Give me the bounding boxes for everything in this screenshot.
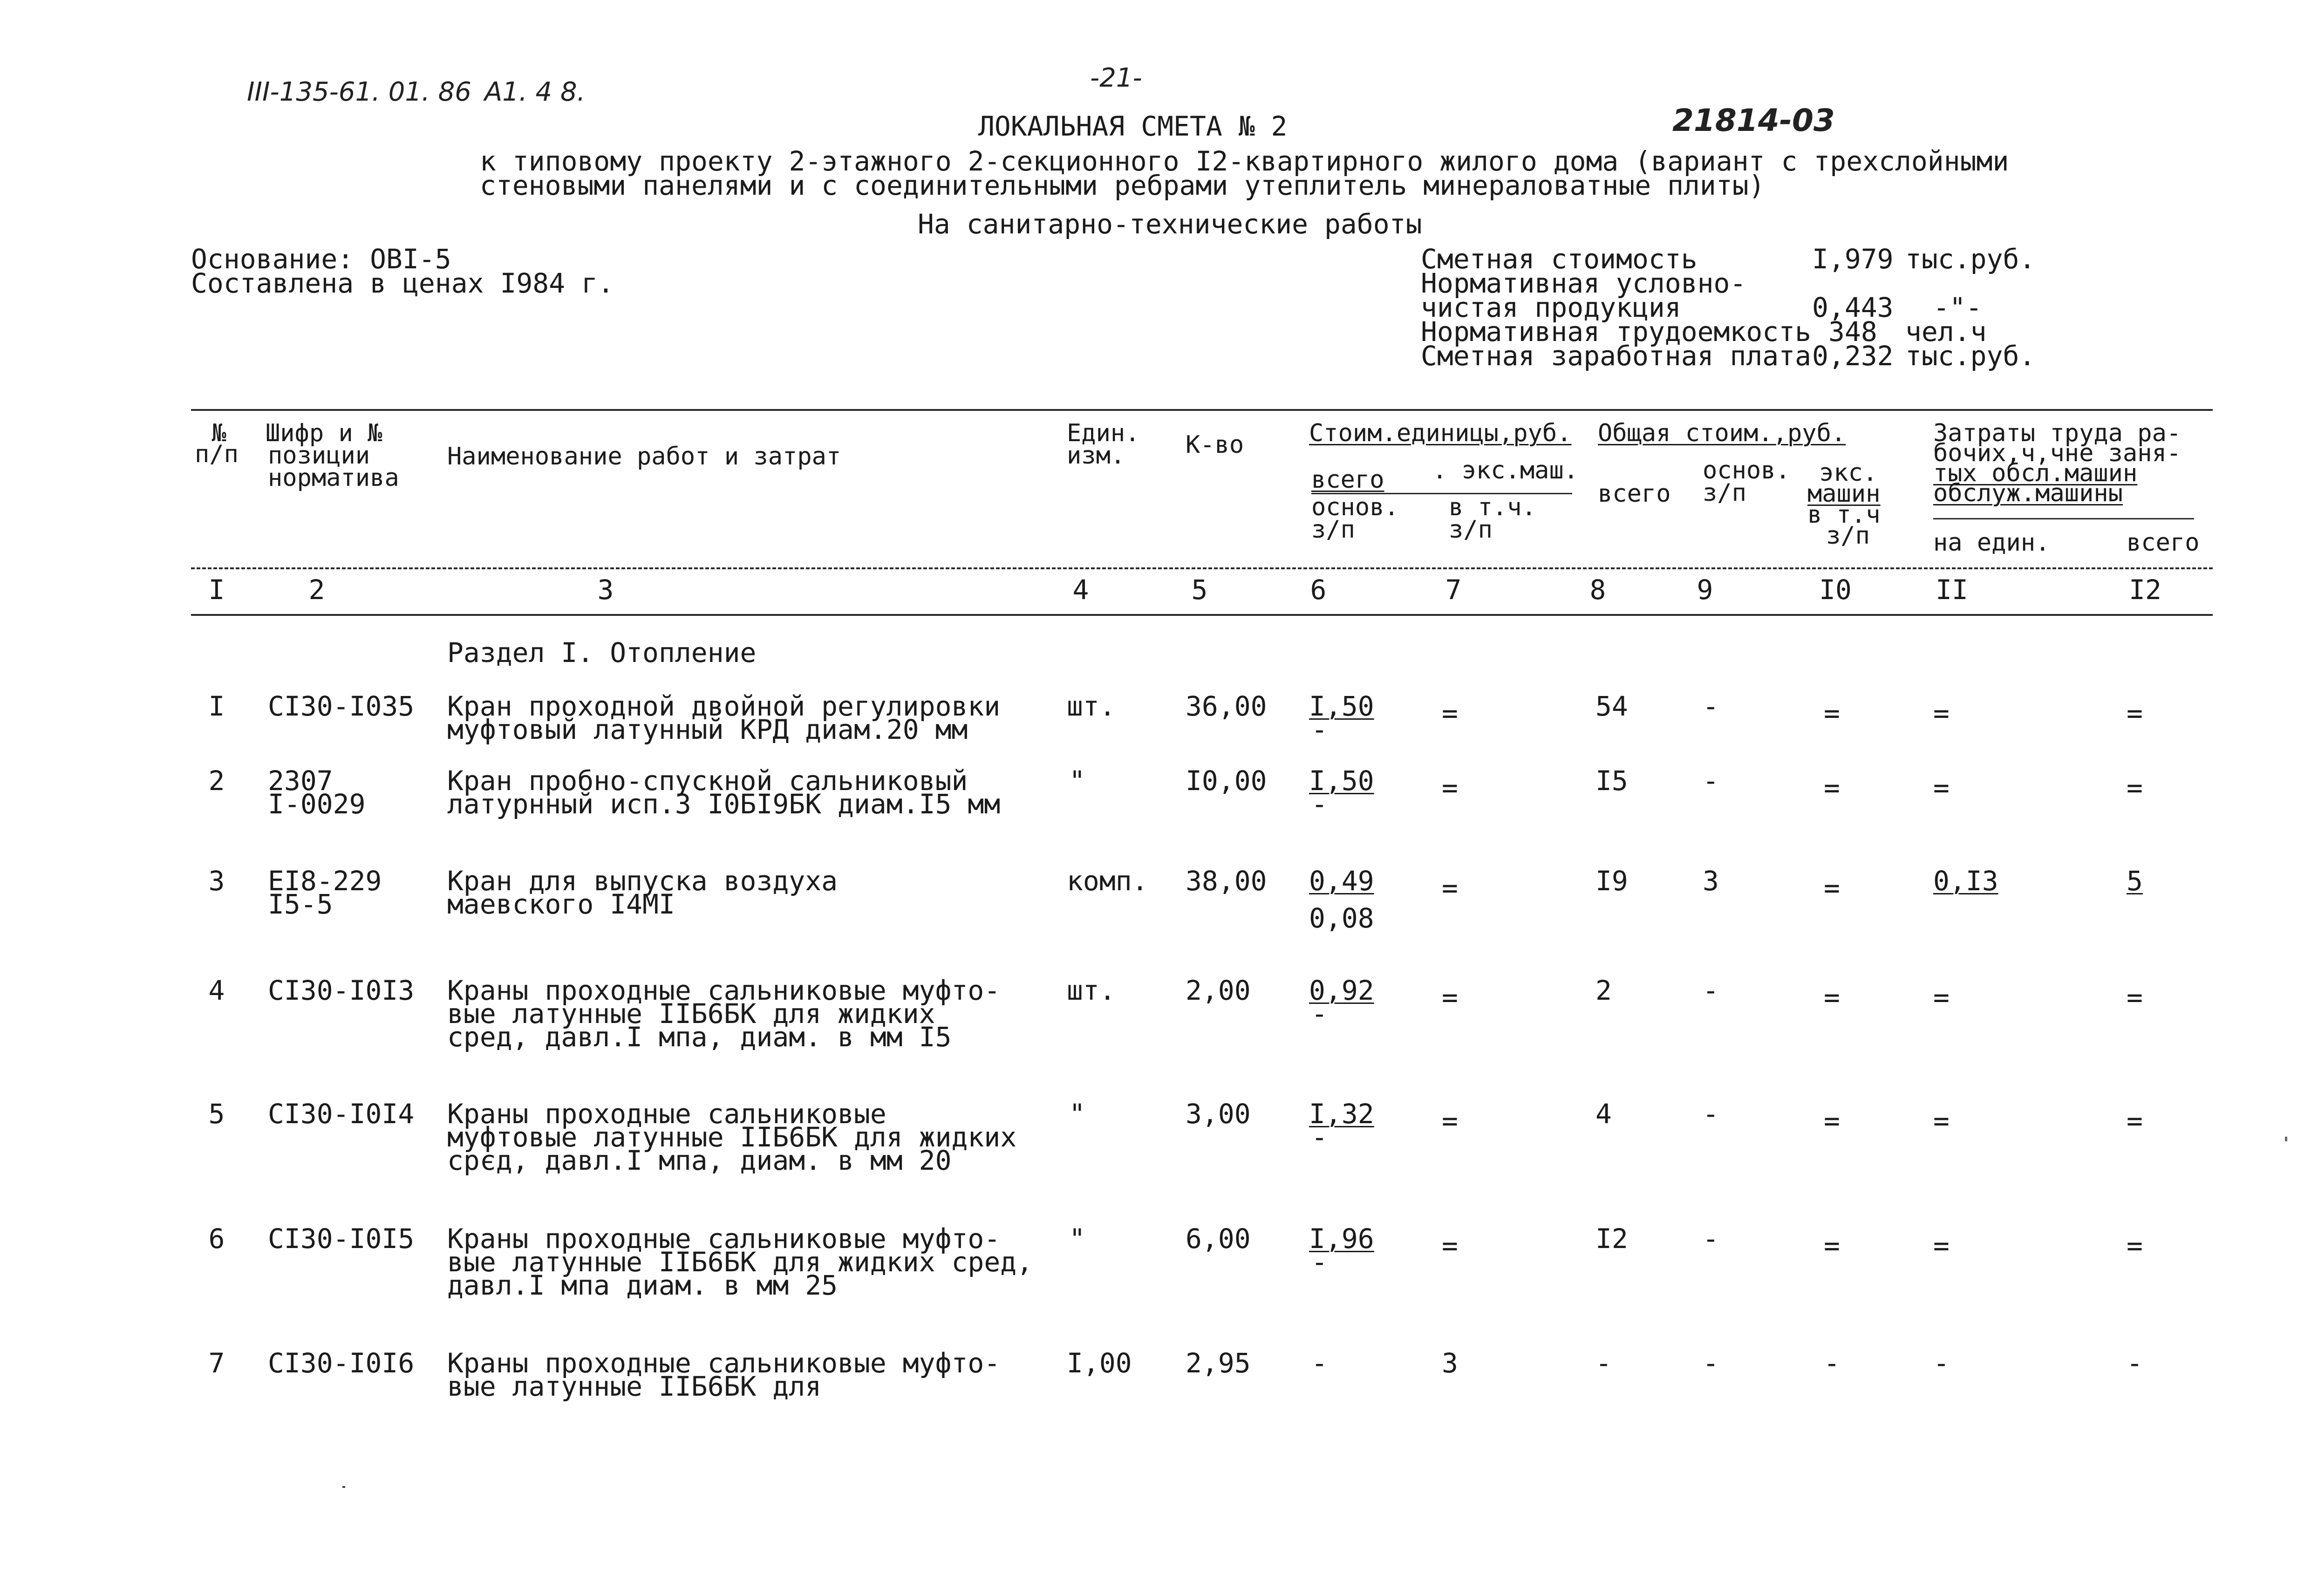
row-code: EI8-229 <box>268 865 382 897</box>
col2-header-c: норматива <box>268 464 399 492</box>
row-unit: " <box>1069 1098 1085 1130</box>
row-labor-total: - <box>2127 1347 2143 1379</box>
col-number-5: 5 <box>1191 574 1208 606</box>
row-quantity: 38,00 <box>1186 865 1267 897</box>
row-code: CI30-I0I4 <box>268 1098 415 1130</box>
row-total-cost: I2 <box>1595 1223 1628 1255</box>
document-title: ЛОКАЛЬНАЯ СМЕТА № 2 <box>978 110 1288 142</box>
row-code: CI30-I0I5 <box>268 1223 415 1255</box>
col12-header: всего <box>2127 529 2200 557</box>
subtitle-line-2: стеновыми панелями и с соединительными ребрами утеплитель минераловатные плиты) <box>480 170 1765 201</box>
row-unit: " <box>1069 765 1085 797</box>
summary-value-product: 0,443 <box>1812 292 1894 323</box>
row-machine-cost: = <box>1442 872 1458 904</box>
row-machine-cost: = <box>1442 772 1458 804</box>
scan-speck <box>342 1486 345 1488</box>
row-name-line-2: муфтовый латунный КРД диам.20 мм <box>447 714 968 745</box>
column-numbers-rule <box>191 614 2213 616</box>
row-code: CI30-I035 <box>268 690 415 722</box>
col9-header-a: основ. <box>1703 457 1790 484</box>
col6-header-c: з/п <box>1311 516 1355 544</box>
row-number: 2 <box>208 765 225 797</box>
row-total-machine: - <box>1824 1347 1840 1379</box>
summary-unit-product: -"- <box>1933 292 1982 323</box>
col6-header-a: всего <box>1311 466 1384 494</box>
col10-header-d: з/п <box>1826 522 1870 550</box>
col2-header-a: Шифр и № <box>266 419 382 447</box>
labor-header-rule <box>1933 518 2194 519</box>
page-number: -21- <box>1090 63 1142 93</box>
row-machine-cost: = <box>1442 982 1458 1013</box>
row-total-machine: = <box>1824 697 1840 729</box>
unit-cost-group-header: Стоим.единицы,руб. <box>1309 419 1572 447</box>
row-code-line-2: I5-5 <box>268 888 333 920</box>
row-unit-cost-wage: 0,08 <box>1309 902 1374 934</box>
col-number-12: I2 <box>2129 574 2161 606</box>
subtitle-line-1: к типовому проекту 2-этажного 2-секционного I2-квартирного жилого дома (вариант с трехслойными <box>480 145 2009 177</box>
document-code: III-135-61. 01. 86 <box>247 77 471 107</box>
labor-header-d: обслуж.машины <box>1933 479 2123 507</box>
row-unit-cost: 0,49 <box>1309 865 1374 897</box>
col-number-6: 6 <box>1310 574 1327 606</box>
album-code: A1. 4 8. <box>484 77 586 107</box>
row-total-wage: - <box>1703 765 1719 797</box>
col-number-2: 2 <box>308 574 325 606</box>
col6-header-b: основ. <box>1311 493 1399 521</box>
summary-unit-wages: тыс.руб. <box>1905 340 2036 372</box>
row-labor-unit: = <box>1933 697 1950 729</box>
row-unit-cost-wage: - <box>1311 1246 1328 1278</box>
row-name-line-2: муфтовые латунные IIБ6БК для жидких <box>447 1121 1017 1153</box>
col-number-1: I <box>208 574 225 606</box>
row-machine-cost: = <box>1442 697 1458 729</box>
row-labor-unit: = <box>1933 982 1950 1013</box>
row-unit-cost-wage: - <box>1311 1121 1328 1153</box>
row-name-line-1: Кран для выпуска воздуха <box>447 865 838 897</box>
row-number: 5 <box>208 1098 225 1130</box>
row-labor-unit: = <box>1933 772 1950 804</box>
row-name-line-2: маевского I4MI <box>447 888 675 920</box>
col7-header-a: . экс.маш. <box>1432 457 1579 484</box>
row-total-wage: - <box>1703 690 1719 722</box>
row-unit-cost-wage: - <box>1311 714 1328 745</box>
col2-header-b: позиции <box>268 442 370 470</box>
row-machine-cost: 3 <box>1442 1347 1458 1379</box>
table-top-rule <box>191 409 2213 411</box>
summary-unit-cost: тыс.руб. <box>1905 243 2036 275</box>
col4-header-a: Един. <box>1067 419 1140 447</box>
row-machine-cost: = <box>1442 1105 1458 1137</box>
header-divider <box>191 567 2213 569</box>
col11-header: на един. <box>1933 529 2050 557</box>
row-name-line-1: Кран пробно-спускной сальниковый <box>447 765 968 797</box>
row-name-line-1: Краны проходные сальниковые <box>447 1098 886 1130</box>
scan-speck <box>2285 1137 2287 1141</box>
row-labor-total: = <box>2127 1105 2143 1137</box>
col10-header-b: машин <box>1807 480 1881 508</box>
row-unit-cost-wage: - <box>1311 788 1328 820</box>
row-labor-total: 5 <box>2127 865 2143 897</box>
summary-value-wages: 0,232 <box>1812 340 1894 372</box>
row-total-machine: = <box>1824 772 1840 804</box>
row-unit-cost: I,50 <box>1309 690 1374 722</box>
col1-header-a: № <box>211 419 226 447</box>
row-total-cost: I9 <box>1595 865 1628 897</box>
col10-header-c: в т.ч <box>1807 501 1881 529</box>
summary-label-cost: Сметная стоимость <box>1421 243 1697 275</box>
row-labor-unit: - <box>1933 1347 1950 1379</box>
row-unit: комп. <box>1067 865 1148 897</box>
col3-header: Наименование работ и затрат <box>447 443 841 471</box>
col8-header: всего <box>1598 480 1671 508</box>
col7-header-c: з/п <box>1449 516 1493 544</box>
row-number: 6 <box>208 1223 225 1255</box>
col9-header-b: з/п <box>1703 479 1746 507</box>
row-total-cost: 54 <box>1595 690 1628 722</box>
summary-unit-labor: чел.ч <box>1905 316 1987 348</box>
row-code: CI30-I0I3 <box>268 975 415 1006</box>
row-quantity: 6,00 <box>1186 1223 1251 1255</box>
row-name-line-1: Краны проходные сальниковые муфто- <box>447 1223 1001 1255</box>
col-number-4: 4 <box>1072 574 1089 606</box>
row-labor-total: = <box>2127 982 2143 1013</box>
row-total-cost: 2 <box>1595 975 1612 1006</box>
row-labor-total: = <box>2127 1230 2143 1262</box>
row-name-line-1: Краны проходные сальниковые муфто- <box>447 975 1001 1006</box>
row-total-cost: I5 <box>1595 765 1628 797</box>
col-number-8: 8 <box>1589 574 1606 606</box>
row-unit: шт. <box>1067 975 1116 1006</box>
row-unit-cost: - <box>1311 1347 1328 1379</box>
row-name-line-1: Кран проходной двойной регулировки <box>447 690 1001 722</box>
col-number-11: II <box>1936 574 1968 606</box>
row-name-line-2: вые латунные IIБ6БК для жидких сред, <box>447 1246 1033 1278</box>
row-total-wage: - <box>1703 1223 1719 1255</box>
row-quantity: 3,00 <box>1186 1098 1251 1130</box>
row-code: 2307 <box>268 765 333 797</box>
row-number: 3 <box>208 865 225 897</box>
row-total-wage: - <box>1703 975 1719 1006</box>
labor-header-b: бочих,ч,чне заня- <box>1933 439 2181 467</box>
summary-value-cost: I,979 <box>1812 243 1894 275</box>
row-name-line-2: латурнный исп.3 I0БI9БК диам.I5 мм <box>447 788 1001 820</box>
row-number: 7 <box>208 1347 225 1379</box>
row-quantity: I0,00 <box>1186 765 1267 797</box>
col-number-3: 3 <box>597 574 614 606</box>
labor-header-c: тых обсл.машин <box>1933 459 2138 487</box>
col7-header-b: в т.ч. <box>1449 493 1536 521</box>
row-total-cost: - <box>1595 1347 1612 1379</box>
subtitle-line-3: На санитарно-технические работы <box>918 208 1422 240</box>
row-machine-cost: = <box>1442 1230 1458 1262</box>
row-unit: шт. <box>1067 690 1116 722</box>
col1-header-b: п/п <box>195 440 239 468</box>
summary-label-product-b: чистая продукция <box>1421 292 1681 323</box>
row-unit: " <box>1069 1223 1085 1255</box>
row-code: CI30-I0I6 <box>268 1347 415 1379</box>
section-title: Раздел I. Отопление <box>447 637 757 668</box>
row-number: 4 <box>208 975 225 1006</box>
col-number-10: I0 <box>1819 574 1852 606</box>
col10-header-a: экс. <box>1819 459 1878 487</box>
row-labor-unit: = <box>1933 1230 1950 1262</box>
basis-line: Основание: OBI-5 <box>191 243 451 275</box>
row-unit-cost: I,50 <box>1309 765 1374 797</box>
row-name-line-2: вые латунные IIБ6БК для <box>447 1371 822 1402</box>
row-labor-unit: = <box>1933 1105 1950 1137</box>
row-total-machine: = <box>1824 982 1840 1013</box>
summary-label-product-a: Нормативная условно- <box>1421 267 1746 299</box>
col-number-9: 9 <box>1697 574 1713 606</box>
row-quantity: 36,00 <box>1186 690 1267 722</box>
row-name-line-1: Краны проходные сальниковые муфто- <box>447 1347 1001 1379</box>
row-name-line-3: срєд, давл.I мпа, диам. в мм 20 <box>447 1145 952 1176</box>
row-number: I <box>208 690 225 722</box>
row-quantity: 2,95 <box>1186 1347 1251 1379</box>
row-total-wage: - <box>1703 1098 1719 1130</box>
summary-label-labor: Нормативная трудоемкость <box>1421 316 1812 348</box>
price-basis-line: Составлена в ценах I984 г. <box>191 267 614 299</box>
row-quantity: 2,00 <box>1186 975 1251 1006</box>
col-number-7: 7 <box>1445 574 1462 606</box>
row-total-wage: 3 <box>1703 865 1719 897</box>
row-unit-cost: I,32 <box>1309 1098 1374 1130</box>
row-unit-cost-wage: - <box>1311 998 1328 1030</box>
col5-header: К-во <box>1186 431 1244 459</box>
summary-label-wages: Сметная заработная плата <box>1421 340 1812 372</box>
total-cost-group-header: Общая стоим.,руб. <box>1598 419 1846 447</box>
summary-value-labor: 348 <box>1828 316 1877 348</box>
row-code-line-2: I-0029 <box>268 788 366 820</box>
row-name-line-3: сред, давл.I мпа, диам. в мм I5 <box>447 1021 952 1053</box>
row-labor-total: = <box>2127 772 2143 804</box>
row-unit-cost: 0,92 <box>1309 975 1374 1006</box>
handwritten-number: 21814-03 <box>1672 102 1835 138</box>
row-name-line-3: давл.I мпа диам. в мм 25 <box>447 1269 838 1301</box>
row-unit: I,00 <box>1067 1347 1132 1379</box>
col4-header-b: изм. <box>1067 442 1125 470</box>
row-total-wage: - <box>1703 1347 1719 1379</box>
row-total-machine: = <box>1824 872 1840 904</box>
row-total-machine: = <box>1824 1230 1840 1262</box>
row-name-line-2: вые латунные IIБ6БК для жидких <box>447 998 935 1030</box>
row-unit-cost: I,96 <box>1309 1223 1374 1255</box>
row-total-machine: = <box>1824 1105 1840 1137</box>
row-total-cost: 4 <box>1595 1098 1612 1130</box>
labor-header-a: Затраты труда ра- <box>1933 419 2181 447</box>
row-labor-total: = <box>2127 697 2143 729</box>
row-labor-unit: 0,I3 <box>1933 865 1998 897</box>
